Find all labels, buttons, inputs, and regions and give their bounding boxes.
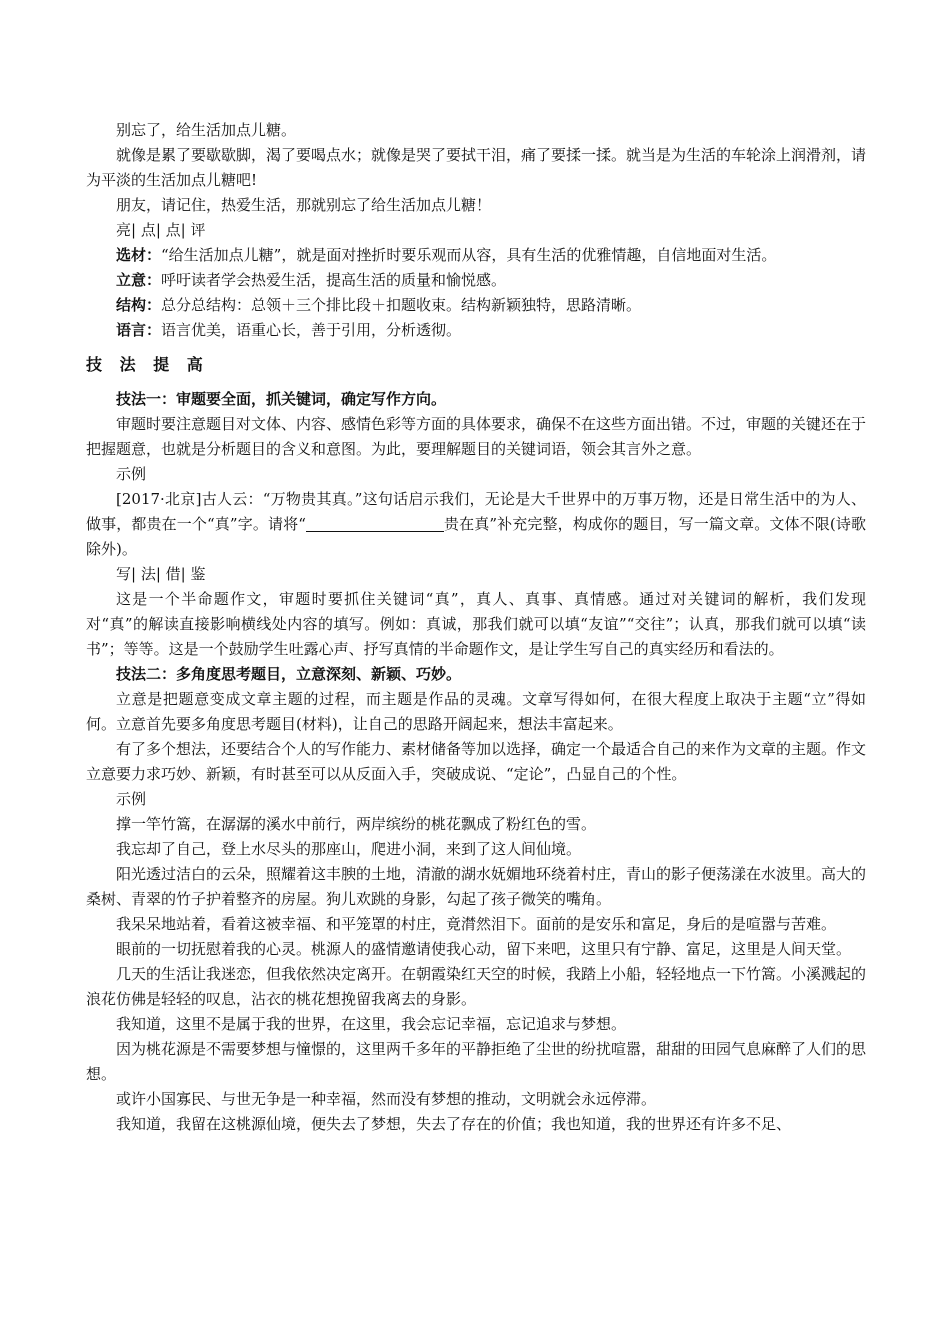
example-paragraph: 我知道，我留在这桃源仙境，便失去了梦想，失去了存在的价值；我也知道，我的世界还有许多不足、 xyxy=(116,1115,792,1133)
intro-line: 朋友，请记住，热爱生活，那就别忘了给生活加点儿糖！ xyxy=(116,196,492,214)
document-page xyxy=(86,118,866,1137)
technique-1-paragraph: 审题时要注意题目对文体、内容、感情色彩等方面的具体要求，确保不在这些方面出错。不过，审题的关键还在于把握题意，也就是分析题目的含义和意图。为此，要理解题目的关键词语，领会其言外之意。 xyxy=(86,415,867,458)
fill-in-blank xyxy=(306,516,444,532)
review-heading: 亮| 点| 点| 评 xyxy=(116,221,206,239)
review-text: 语言优美，语重心长，善于引用，分析透彻。 xyxy=(161,321,462,339)
technique-2-title: 技法二：多角度思考题目，立意深刻、新颖、巧妙。 xyxy=(116,665,462,683)
example-paragraph: 我呆呆地站着，看着这被幸福、和平笼罩的村庄，竟潸然泪下。面前的是安乐和富足，身后的是喧嚣与苦难。 xyxy=(116,915,837,933)
review-text: “给生活加点儿糖”，就是面对挫折时要乐观而从容，具有生活的优雅情趣，自信地面对生活。 xyxy=(161,246,777,264)
example-prompt-after: 贵在真”补充完整，构成你的题目，写一篇文章。文体不限(诗歌除外)。 xyxy=(86,515,866,558)
intro-line: 别忘了，给生活加点儿糖。 xyxy=(116,121,297,139)
section-title: 技 法 提 高 xyxy=(86,355,209,374)
technique-2-paragraph: 立意是把题意变成文章主题的过程，而主题是作品的灵魂。文章写得如何，在很大程度上取决于主题“立”得如何。立意首先要多角度思考题目(材料)，让自己的思路开阔起来，想法丰富起来。 xyxy=(86,690,866,733)
example-paragraph: 我忘却了自己，登上水尽头的那座山，爬进小洞，来到了这人间仙境。 xyxy=(116,840,582,858)
example-label: 示例 xyxy=(116,790,147,808)
review-text: 总分总结构：总领＋三个排比段＋扣题收束。结构新颖独特，思路清晰。 xyxy=(161,296,642,314)
example-paragraph: 因为桃花源是不需要梦想与憧憬的，这里两千多年的平静拒绝了尘世的纷扰喧嚣，甜甜的田园气息麻醉了人们的思想。 xyxy=(86,1040,867,1083)
review-label: 选材： xyxy=(116,246,162,264)
review-item xyxy=(86,293,866,318)
review-item xyxy=(86,243,866,268)
technique-1-title: 技法一：审题要全面，抓关键词，确定写作方向。 xyxy=(116,390,447,408)
review-item xyxy=(86,268,866,293)
review-label: 立意： xyxy=(116,271,162,289)
example-paragraph: 撑一竿竹篙，在潺潺的溪水中前行，两岸缤纷的桃花飘成了粉红色的雪。 xyxy=(116,815,597,833)
example-prompt xyxy=(86,487,866,562)
review-text: 呼吁读者学会热爱生活，提高生活的质量和愉悦感。 xyxy=(161,271,507,289)
intro-line: 就像是累了要歇歇脚，渴了要喝点水；就像是哭了要拭干泪，痛了要揉一揉。就当是为生活的车轮涂上润滑剂，请为平淡的生活加点儿糖吧! xyxy=(86,146,867,189)
example-prompt-before: [2017·北京]古人云：“万物贵其真。”这句话启示我们，无论是大千世界中的万事万物，还是日常生活中的为人、做事，都贵在一个“真”字。请将“ xyxy=(86,490,866,533)
example-label: 示例 xyxy=(116,465,147,483)
example-paragraph: 阳光透过洁白的云朵，照耀着这丰腴的土地，清澈的湖水妩媚地环绕着村庄，青山的影子便荡漾在水波里。高大的桑树、青翠的竹子护着整齐的房屋。狗儿欢跳的身影，勾起了孩子微笑的嘴角。 xyxy=(86,865,867,908)
review-label: 语言： xyxy=(116,321,162,339)
review-label: 结构： xyxy=(116,296,162,314)
technique-2-paragraph: 有了多个想法，还要结合个人的写作能力、素材储备等加以选择，确定一个最适合自己的来作为文章的主题。作文立意要力求巧妙、新颖，有时甚至可以从反面入手，突破成说、“定论”，凸显自己的个性。 xyxy=(86,740,867,783)
method-heading: 写| 法| 借| 鉴 xyxy=(116,565,206,583)
method-paragraph: 这是一个半命题作文，审题时要抓住关键词“真”，真人、真事、真情感。通过对关键词的解析，我们发现对“真”的解读直接影响横线处内容的填写。例如：真诚，那我们就可以填“友谊”“交往”；认真，那我们就可以填“读书”；等等。这是一个鼓励学生吐露心声、抒写真情的半命题作文，是让学生写自己的真实经历和看法的。 xyxy=(86,590,866,658)
example-paragraph: 眼前的一切抚慰着我的心灵。桃源人的盛情邀请使我心动，留下来吧，这里只有宁静、富足，这里是人间天堂。 xyxy=(116,940,852,958)
example-paragraph: 我知道，这里不是属于我的世界，在这里，我会忘记幸福，忘记追求与梦想。 xyxy=(116,1015,627,1033)
example-paragraph: 或许小国寡民、与世无争是一种幸福，然而没有梦想的推动，文明就会永远停滞。 xyxy=(116,1090,657,1108)
review-item xyxy=(86,318,866,343)
example-paragraph: 几天的生活让我迷恋，但我依然决定离开。在朝霞染红天空的时候，我踏上小船，轻轻地点一下竹篙。小溪溅起的浪花仿佛是轻轻的叹息，沾衣的桃花想挽留我离去的身影。 xyxy=(86,965,867,1008)
